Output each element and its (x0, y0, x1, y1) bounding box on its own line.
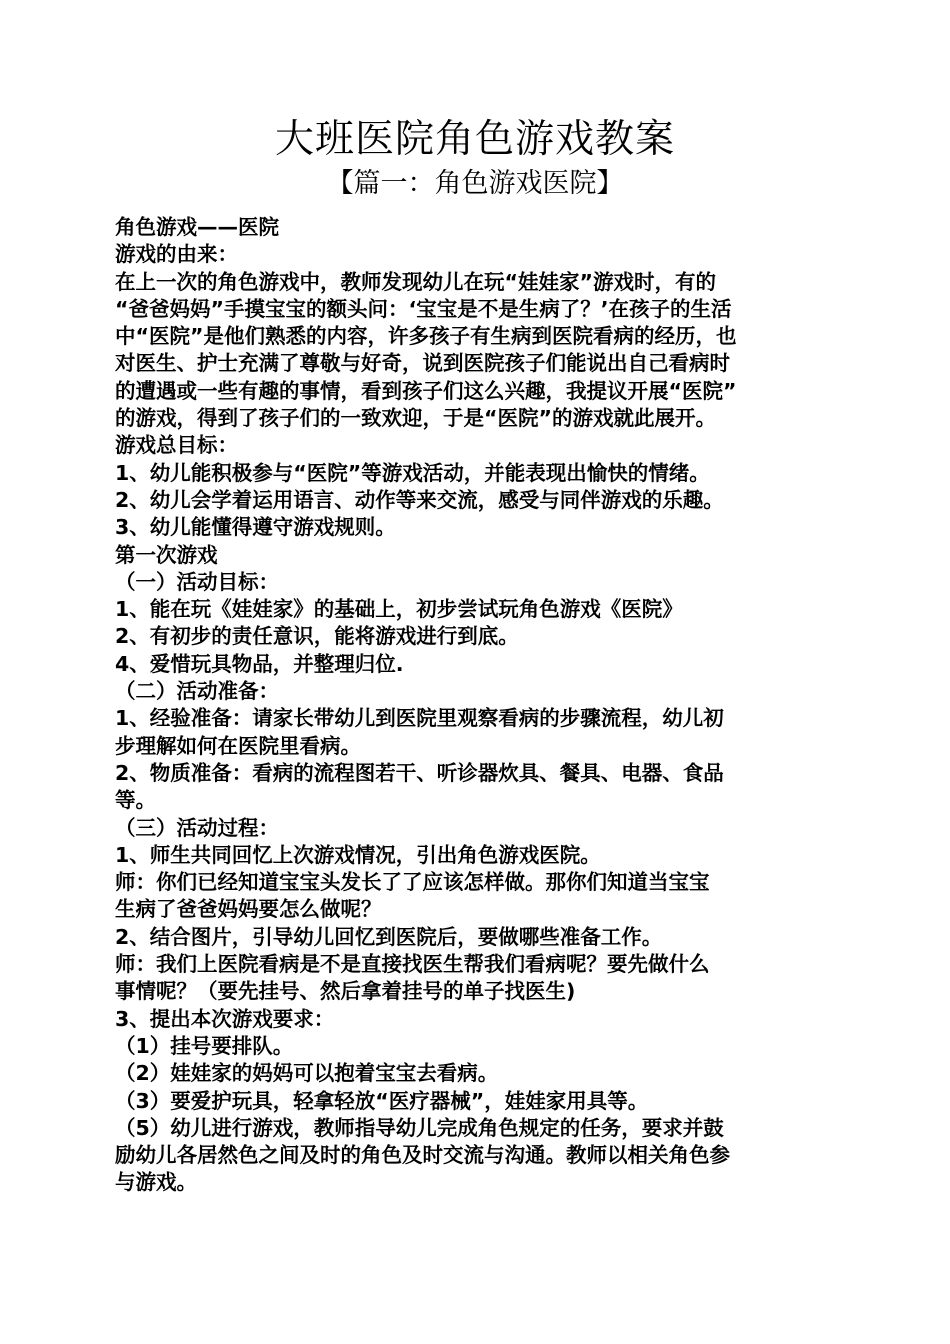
body-text-line: 事情呢？（要先挂号、然后拿着挂号的单子找医生) (115, 979, 576, 1004)
body-text-line: 中“医院”是他们熟悉的内容，许多孩子有生病到医院看病的经历，也 (115, 324, 737, 349)
body-text-line: “爸爸妈妈”手摸宝宝的额头问：‘宝宝是不是生病了？’在孩子的生活 (115, 296, 732, 321)
body-text-line: 3、幼儿能懂得遵守游戏规则。 (115, 515, 396, 540)
body-text-line: 4、爱惜玩具物品，并整理归位. (115, 651, 404, 676)
body-text-line: 与游戏。 (115, 1170, 197, 1195)
body-text-line: 的遭遇或一些有趣的事情，看到孩子们这么兴趣，我提议开展“医院” (115, 378, 737, 403)
body-text-line: 2、物质准备：看病的流程图若干、听诊器炊具、餐具、电器、食品 (115, 760, 724, 785)
document-title: 大班医院角色游戏教案 (274, 117, 675, 162)
body-text-line: （1）挂号要排队。 (115, 1033, 294, 1058)
body-text-line: 2、结合图片，引导幼儿回忆到医院后，要做哪些准备工作。 (115, 924, 663, 949)
body-text-line: 角色游戏——医院 (115, 215, 279, 239)
body-text-line: 等。 (115, 788, 156, 813)
body-text-line: （2）娃娃家的妈妈可以抱着宝宝去看病。 (115, 1061, 499, 1086)
body-text-line: 师：你们已经知道宝宝头发长了了应该怎样做。那你们知道当宝宝 (115, 870, 710, 895)
body-text-line: （3）要爱护玩具，轻拿轻放“医疗器械”，娃娃家用具等。 (115, 1088, 649, 1113)
body-text-line: 1、经验准备：请家长带幼儿到医院里观察看病的步骤流程，幼儿初 (115, 706, 724, 731)
body-text-line: 的游戏，得到了孩子们的一致欢迎，于是“医院”的游戏就此展开。 (115, 406, 716, 431)
body-text-line: 第一次游戏 (115, 542, 218, 567)
body-text-line: （三）活动过程： (115, 815, 279, 840)
body-text-line: 生病了爸爸妈妈要怎么做呢？ (115, 897, 382, 922)
body-text-line: 1、幼儿能积极参与“医院”等游戏活动，并能表现出愉快的情绪。 (115, 460, 710, 485)
body-text-line: （5）幼儿进行游戏，教师指导幼儿完成角色规定的任务，要求并鼓 (115, 1115, 724, 1140)
document-body (115, 214, 840, 1197)
body-text-line: 师：我们上医院看病是不是直接找医生帮我们看病呢？要先做什么 (115, 952, 710, 977)
body-text-line: （二）活动准备： (115, 679, 279, 704)
body-text-line: 3、提出本次游戏要求： (115, 1006, 335, 1031)
body-text-line: 1、能在玩《娃娃家》的基础上，初步尝试玩角色游戏《医院》 (115, 597, 683, 622)
body-text-line: 1、师生共同回忆上次游戏情况，引出角色游戏医院。 (115, 842, 601, 867)
body-text-line: 2、有初步的责任意识，能将游戏进行到底。 (115, 624, 519, 649)
body-text-line: 对医生、护士充满了尊敬与好奇，说到医院孩子们能说出自己看病时 (115, 351, 730, 376)
body-text-line: （一）活动目标： (115, 569, 279, 594)
body-text-line: 励幼儿各居然色之间及时的角色及时交流与沟通。教师以相关角色参 (115, 1143, 730, 1168)
body-text-line: 游戏总目标： (115, 433, 238, 458)
body-text-line: 2、幼儿会学着运用语言、动作等来交流，感受与同伴游戏的乐趣。 (115, 487, 724, 512)
document-subtitle: 【篇一：角色游戏医院】 (326, 168, 624, 199)
body-text-line: 步理解如何在医院里看病。 (115, 733, 361, 758)
body-text-line: 在上一次的角色游戏中，教师发现幼儿在玩“娃娃家”游戏时，有的 (115, 269, 716, 294)
body-text-line: 游戏的由来： (115, 242, 238, 267)
